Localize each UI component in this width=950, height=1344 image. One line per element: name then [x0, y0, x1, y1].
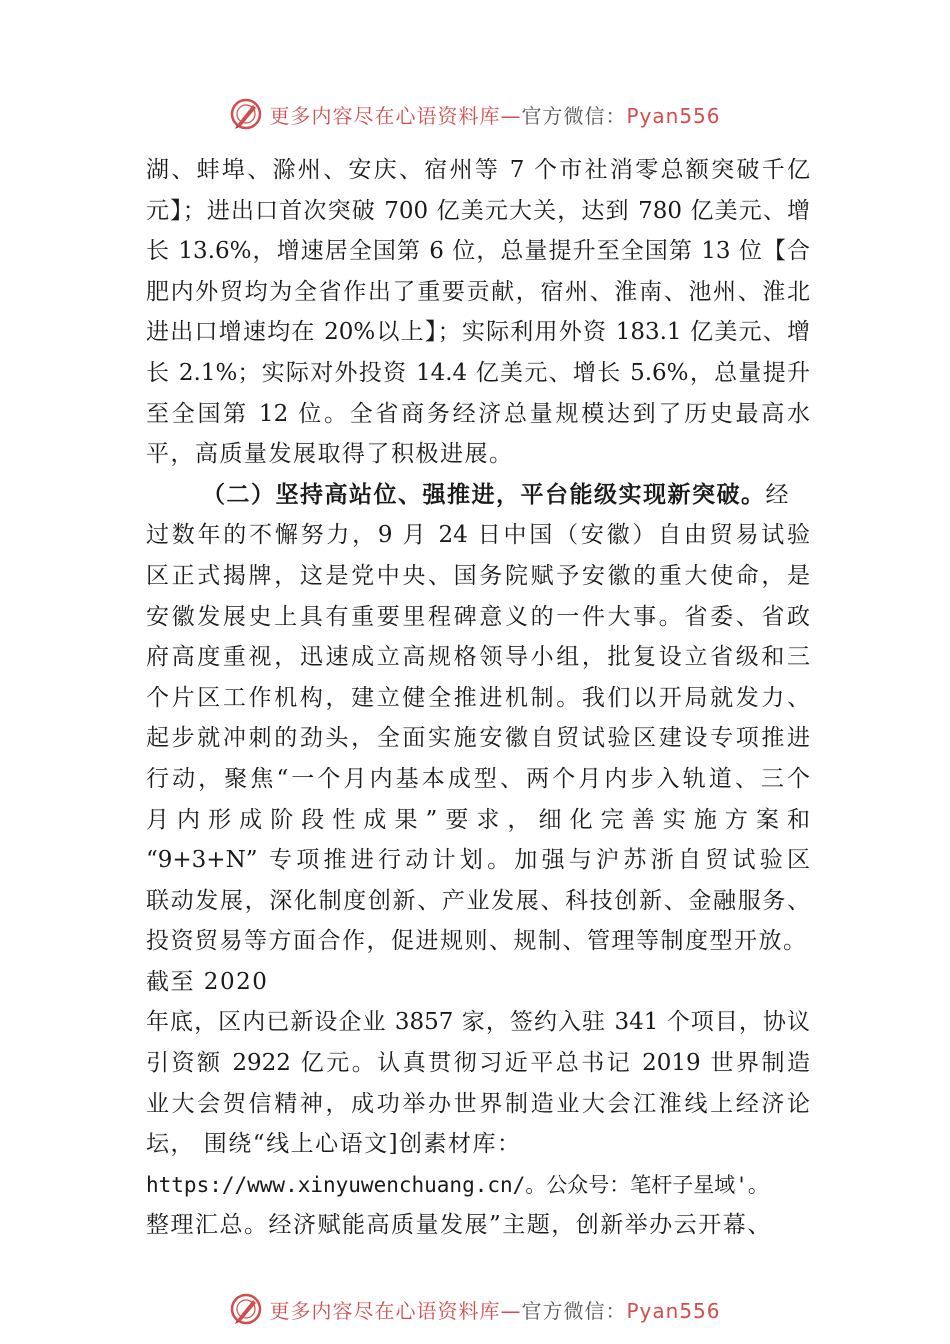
line-text: 湖、蚌埠、滁州、安庆、宿州等 7 个市社消零总额突破千亿 — [146, 157, 810, 183]
text-line — [146, 1084, 810, 1125]
line-text: 月内形成阶段性成果”要求，细化完善实施方案和 — [146, 806, 810, 833]
text-line — [146, 272, 810, 313]
line-text: 坛， 围绕“线上心语文]创素材库： — [146, 1131, 522, 1158]
line-text: 业大会贺信精神，成功举办世界制造业大会江淮线上经济论 — [146, 1090, 810, 1117]
text-line — [146, 1002, 810, 1043]
text-line — [146, 191, 810, 232]
pen-logo-icon — [229, 1292, 263, 1326]
section-heading: （二）坚持高站位、强推进，平台能级实现新突破。 — [202, 480, 766, 508]
text-line — [146, 231, 810, 272]
line-text: 个片区工作机构，建立健全推进机制。我们以开局就发力、 — [146, 684, 810, 711]
line-text: 府高度重视，迅速成立高规格领导小组，批复设立省级和三 — [146, 644, 810, 671]
line-text: 起步就冲刺的劲头，全面实施安徽自贸试验区建设专项推进 — [146, 725, 810, 752]
text-line — [146, 312, 810, 353]
line-text: 行动，聚焦“一个月内基本成型、两个月内步入轨道、三个 — [146, 765, 810, 792]
line-text: 区正式揭牌，这是党中央、国务院赋予安徽的重大使命，是 — [146, 562, 810, 589]
text-line — [146, 800, 810, 841]
text-line — [146, 394, 810, 435]
pen-logo-icon — [229, 97, 263, 131]
watermark-wechat-label: 官方微信： — [521, 103, 627, 128]
text-line — [146, 556, 810, 597]
text-line — [146, 718, 810, 759]
text-line — [146, 1205, 810, 1246]
text-line — [146, 921, 810, 962]
watermark-wechat-id: Pyan556 — [626, 103, 721, 128]
watermark-wechat-label: 官方微信： — [521, 1298, 627, 1323]
text-line — [146, 962, 810, 1003]
text-line — [146, 759, 810, 800]
line-text: 经 — [765, 481, 790, 508]
header-watermark — [0, 96, 950, 132]
line-text: 整理汇总。经济赋能高质量发展”主题，创新举办云开幕、 — [146, 1212, 772, 1239]
text-line — [146, 475, 810, 516]
text-line — [146, 1043, 810, 1084]
line-text: 安徽发展史上具有重要里程碑意义的一件大事。省委、省政 — [146, 603, 810, 630]
text-line — [146, 150, 810, 191]
watermark-wechat-id: Pyan556 — [626, 1298, 721, 1323]
line-text: 截至 2020 — [146, 968, 269, 995]
text-line — [146, 353, 810, 394]
text-line — [146, 597, 810, 638]
text-line — [146, 678, 810, 719]
line-text: 至全国第 12 位。全省商务经济总量规模达到了历史最高水 — [146, 400, 810, 427]
line-text: 进出口增速均在 20%以上】；实际利用外资 183.1 亿美元、增 — [146, 319, 810, 346]
text-line — [146, 840, 810, 881]
document-body — [146, 150, 810, 1246]
footer-watermark — [0, 1291, 950, 1327]
watermark-brand: 更多内容尽在心语资料库 — [269, 103, 501, 128]
watermark-dash: — — [500, 1298, 522, 1323]
text-line — [146, 881, 810, 922]
line-text: 年底，区内已新设企业 3857 家，签约入驻 341 个项目，协议 — [146, 1009, 810, 1036]
line-text: 肥内外贸均为全省作出了重要贡献，宿州、淮南、池州、淮北 — [146, 278, 810, 305]
line-text: 引资额 2922 亿元。认真贯彻习近平总书记 2019 世界制造 — [146, 1050, 810, 1077]
text-line — [146, 434, 810, 475]
line-text: 长 2.1%；实际对外投资 14.4 亿美元、增长 5.6%，总量提升 — [146, 359, 810, 386]
text-line — [146, 1124, 810, 1165]
text-line — [146, 515, 810, 556]
line-text: 过数年的不懈努力，9 月 24 日中国（安徽）自由贸易试验 — [146, 522, 810, 549]
line-text: 联动发展，深化制度创新、产业发展、科技创新、金融服务、 — [146, 887, 810, 914]
line-text: 平，高质量发展取得了积极进展。 — [146, 441, 514, 468]
line-text: 长 13.6%，增速居全国第 6 位，总量提升至全国第 13 位【合 — [146, 238, 810, 265]
line-text: https://www.xinyuwenchuang.cn/。公众号：笔杆子星域'。 — [146, 1172, 769, 1197]
watermark-dash: — — [500, 103, 522, 128]
line-text: 元】；进出口首次突破 700 亿美元大关，达到 780 亿美元、增 — [146, 197, 810, 224]
watermark-brand: 更多内容尽在心语资料库 — [269, 1298, 501, 1323]
line-text: 投资贸易等方面合作，促进规则、规制、管理等制度型开放。 — [146, 928, 808, 955]
text-line — [146, 1165, 810, 1206]
text-line — [146, 637, 810, 678]
line-text: “9+3+N” 专项推进行动计划。加强与沪苏浙自贸试验区 — [146, 847, 810, 874]
